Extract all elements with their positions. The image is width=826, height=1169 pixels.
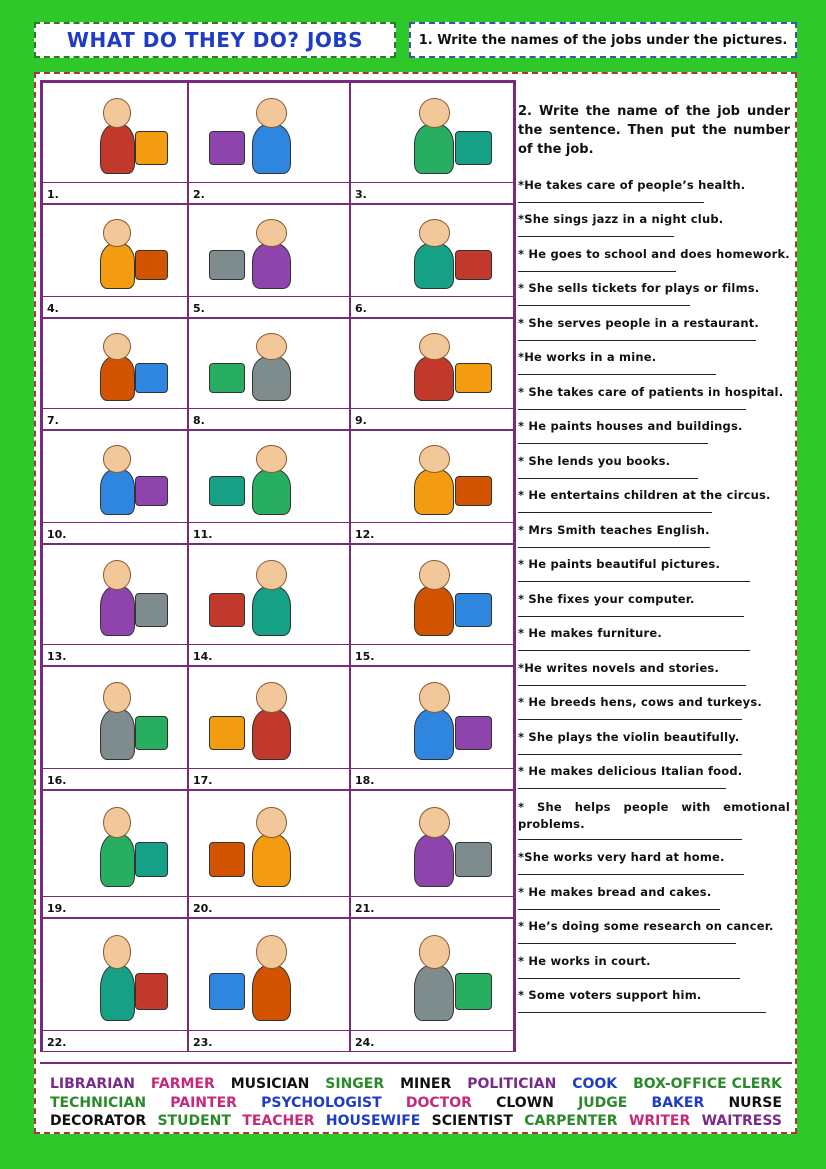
word-bank-word: CLOWN: [496, 1094, 554, 1111]
figure-head: [419, 219, 450, 246]
answer-line: [43, 182, 187, 183]
figure-body: [100, 965, 135, 1021]
picture-cell: [42, 666, 188, 790]
figure-body: [414, 965, 454, 1021]
picture-cell: [188, 204, 350, 318]
sentence-column: [516, 80, 792, 1052]
baker-icon: [197, 925, 341, 1029]
word-bank-word: PSYCHOLOGIST: [261, 1094, 382, 1111]
picture-number: 19.: [47, 902, 67, 915]
picture-cell: [350, 544, 514, 666]
picture-number: 18.: [355, 774, 375, 787]
picture-number: 20.: [193, 902, 213, 915]
figure-body: [414, 834, 454, 887]
picture-cell: [188, 82, 350, 204]
picture-cell: [42, 430, 188, 544]
job-sentence: * She lends you books.: [518, 454, 671, 468]
instruction-2: 2. Write the name of the job under the sentence. Then put the number of the job.: [518, 104, 790, 157]
word-bank-word: STUDENT: [157, 1113, 231, 1129]
figure-prop: [135, 476, 168, 507]
picture-number: 8.: [193, 414, 205, 427]
picture-cell: [42, 318, 188, 430]
carpenter-icon: [359, 89, 505, 181]
picture-number: 12.: [355, 528, 375, 541]
answer-line: [351, 1030, 513, 1031]
artist-icon: [359, 673, 505, 767]
answer-line: [351, 296, 513, 297]
picture-number: 13.: [47, 650, 67, 663]
figure-prop: [209, 131, 246, 164]
picture-cell: [350, 204, 514, 318]
picture-cell: [188, 666, 350, 790]
figure-body: [100, 469, 135, 515]
figure-head: [256, 560, 287, 590]
librarian-icon: [51, 673, 179, 767]
answer-line: [189, 1030, 349, 1031]
job-sentence: * He entertains children at the circus.: [518, 488, 771, 502]
word-bank-word: TECHNICIAN: [50, 1094, 147, 1111]
figure-prop: [209, 842, 246, 877]
job-sentence: *She sings jazz in a night club.: [518, 212, 724, 226]
picture-cell: [350, 430, 514, 544]
figure-prop: [455, 593, 492, 626]
figure-head: [419, 807, 450, 838]
housewife-icon: [197, 325, 341, 407]
figure-prop: [455, 716, 492, 750]
picture-number: 2.: [193, 188, 205, 201]
job-sentence: * She takes care of patients in hospital.: [518, 385, 784, 399]
figure-head: [419, 560, 450, 590]
picture-number: 4.: [47, 302, 59, 315]
word-bank: [40, 1062, 792, 1128]
job-sentence: * She serves people in a restaurant.: [518, 316, 760, 330]
page-title: WHAT DO THEY DO? JOBS: [66, 28, 364, 52]
word-bank-word: DECORATOR: [50, 1113, 147, 1129]
answer-line: [189, 182, 349, 183]
figure-body: [100, 586, 135, 636]
figure-body: [100, 709, 135, 760]
picture-number: 21.: [355, 902, 375, 915]
figure-body: [414, 124, 454, 174]
picture-number: 15.: [355, 650, 375, 663]
figure-head: [103, 935, 131, 968]
picture-number: 24.: [355, 1036, 375, 1049]
answer-line[interactable]: [518, 512, 712, 513]
farmer-icon: [197, 211, 341, 295]
figure-prop: [135, 363, 168, 393]
doctor-icon: [51, 89, 179, 181]
figure-body: [414, 709, 454, 760]
painter-icon: [197, 551, 341, 643]
answer-line[interactable]: [518, 978, 740, 979]
figure-body: [100, 834, 135, 887]
answer-line: [351, 896, 513, 897]
picture-cell: [188, 790, 350, 918]
figure-head: [419, 445, 450, 472]
answer-line[interactable]: [518, 719, 742, 720]
scientist-icon: [359, 437, 505, 521]
figure-prop: [209, 593, 246, 626]
figure-body: [252, 586, 291, 636]
word-bank-word: NURSE: [728, 1094, 782, 1111]
figure-body: [252, 469, 291, 515]
answer-line[interactable]: [518, 478, 698, 479]
figure-prop: [455, 476, 492, 507]
figure-body: [252, 243, 291, 289]
picture-number: 23.: [193, 1036, 213, 1049]
word-bank-word: MUSICIAN: [230, 1076, 310, 1092]
word-bank-word: LIBRARIAN: [50, 1076, 135, 1092]
answer-line[interactable]: [518, 581, 750, 582]
picture-cell: [188, 544, 350, 666]
word-bank-word: POLITICIAN: [467, 1076, 557, 1092]
job-sentence: * She sells tickets for plays or films.: [518, 281, 760, 295]
picture-number: 17.: [193, 774, 213, 787]
musician-icon: [51, 551, 179, 643]
job-sentence: *He writes novels and stories.: [518, 661, 720, 675]
word-bank-word: PAINTER: [170, 1094, 237, 1111]
picture-grid: [40, 80, 516, 1052]
picture-number: 16.: [47, 774, 67, 787]
figure-prop: [135, 131, 168, 164]
picture-cell: [42, 790, 188, 918]
answer-line: [189, 768, 349, 769]
answer-line: [189, 296, 349, 297]
title-box: [34, 22, 396, 58]
answer-line: [43, 1030, 187, 1031]
job-sentence: * He makes delicious Italian food.: [518, 764, 743, 778]
psychologist-icon: [51, 925, 179, 1029]
job-sentence: *He works in a mine.: [518, 350, 657, 364]
figure-head: [256, 682, 287, 712]
answer-line[interactable]: [518, 443, 708, 444]
answer-line: [43, 296, 187, 297]
job-sentence: * He goes to school and does homework.: [518, 247, 790, 261]
cook-icon: [51, 211, 179, 295]
figure-body: [252, 356, 291, 401]
figure-body: [100, 124, 135, 174]
worksheet: [34, 72, 797, 1134]
answer-line[interactable]: [518, 236, 674, 237]
word-bank-row: [50, 1095, 782, 1111]
job-sentence: * She fixes your computer.: [518, 592, 695, 606]
word-bank-word: TEACHER: [242, 1113, 315, 1129]
writer-icon: [359, 797, 505, 895]
word-bank-word: HOUSEWIFE: [325, 1113, 421, 1129]
word-bank-word: MINER: [400, 1076, 452, 1092]
answer-line: [43, 896, 187, 897]
answer-line[interactable]: [518, 374, 716, 375]
job-sentence: * He makes furniture.: [518, 626, 662, 640]
figure-head: [256, 333, 287, 360]
figure-body: [100, 356, 135, 401]
answer-line: [351, 768, 513, 769]
figure-head: [103, 98, 131, 128]
box-office-clerk-icon: [197, 797, 341, 895]
word-bank-word: COOK: [572, 1076, 618, 1092]
picture-number: 1.: [47, 188, 59, 201]
figure-prop: [135, 250, 168, 281]
figure-body: [252, 709, 291, 760]
figure-body: [252, 965, 291, 1021]
figure-body: [414, 243, 454, 289]
waitress-icon: [359, 211, 505, 295]
answer-line: [43, 408, 187, 409]
figure-prop: [209, 250, 246, 281]
answer-line[interactable]: [518, 650, 750, 651]
word-bank-word: BAKER: [651, 1094, 705, 1111]
figure-head: [256, 98, 287, 128]
technician-icon: [51, 797, 179, 895]
figure-prop: [455, 250, 492, 281]
answer-line[interactable]: [518, 409, 746, 410]
figure-prop: [135, 842, 168, 877]
answer-line[interactable]: [518, 271, 676, 272]
singer-icon: [359, 551, 505, 643]
answer-line: [351, 408, 513, 409]
job-sentence: * She helps people with emotional problems.: [518, 800, 790, 831]
answer-line[interactable]: [518, 547, 710, 548]
job-sentence: * He breeds hens, cows and turkeys.: [518, 695, 762, 709]
picture-number: 6.: [355, 302, 367, 315]
instruction-1: 1. Write the names of the jobs under the pictures.: [409, 22, 797, 58]
answer-line[interactable]: [518, 202, 704, 203]
figure-body: [414, 356, 454, 401]
word-bank-word: FARMER: [150, 1076, 215, 1092]
figure-prop: [135, 593, 168, 626]
figure-head: [103, 333, 131, 360]
job-sentence: * Some voters support him.: [518, 988, 702, 1002]
picture-cell: [350, 666, 514, 790]
picture-number: 10.: [47, 528, 67, 541]
politician-icon: [197, 437, 341, 521]
figure-head: [256, 935, 287, 968]
teacher-icon: [51, 437, 179, 521]
figure-prop: [209, 363, 246, 393]
word-bank-word: WRITER: [628, 1113, 691, 1129]
picture-cell: [42, 82, 188, 204]
doctor-child-icon: [359, 325, 505, 407]
figure-head: [419, 333, 450, 360]
figure-prop: [209, 476, 246, 507]
picture-number: 11.: [193, 528, 213, 541]
figure-head: [256, 807, 287, 838]
picture-cell: [350, 918, 514, 1052]
figure-prop: [455, 131, 492, 164]
answer-line: [43, 522, 187, 523]
answer-line[interactable]: [518, 788, 726, 789]
answer-line[interactable]: [518, 1012, 766, 1013]
word-bank-row: [50, 1113, 782, 1129]
figure-head: [103, 560, 131, 590]
job-sentence: * Mrs Smith teaches English.: [518, 523, 710, 537]
answer-line[interactable]: [518, 340, 756, 341]
answer-line[interactable]: [518, 616, 744, 617]
figure-body: [414, 469, 454, 515]
job-sentence: * He paints beautiful pictures.: [518, 557, 721, 571]
answer-line: [351, 182, 513, 183]
job-sentence: * She plays the violin beautifully.: [518, 730, 740, 744]
answer-line[interactable]: [518, 754, 742, 755]
job-sentence: *He takes care of people’s health.: [518, 178, 746, 192]
word-bank-word: JUDGE: [578, 1094, 628, 1111]
picture-cell: [350, 82, 514, 204]
picture-cell: [42, 204, 188, 318]
word-bank-word: DOCTOR: [405, 1094, 472, 1111]
picture-number: 9.: [355, 414, 367, 427]
picture-cell: [188, 430, 350, 544]
figure-head: [256, 219, 287, 246]
clown-icon: [197, 89, 341, 181]
figure-prop: [135, 716, 168, 750]
answer-line: [189, 408, 349, 409]
word-bank-word: WAITRESS: [701, 1113, 782, 1129]
violinist-icon: [359, 925, 505, 1029]
answer-line[interactable]: [518, 874, 744, 875]
word-bank-row: [50, 1076, 782, 1092]
answer-line[interactable]: [518, 685, 746, 686]
figure-body: [252, 834, 291, 887]
figure-prop: [209, 973, 246, 1010]
answer-line[interactable]: [518, 839, 742, 840]
picture-cell: [188, 918, 350, 1052]
figure-head: [419, 682, 450, 712]
picture-number: 3.: [355, 188, 367, 201]
picture-number: 7.: [47, 414, 59, 427]
figure-head: [256, 445, 287, 472]
answer-line: [189, 522, 349, 523]
figure-head: [103, 682, 131, 712]
picture-cell: [350, 790, 514, 918]
picture-cell: [350, 318, 514, 430]
figure-head: [103, 445, 131, 472]
answer-line: [189, 896, 349, 897]
answer-line[interactable]: [518, 943, 736, 944]
word-bank-word: BOX-OFFICE CLERK: [633, 1076, 782, 1092]
answer-line: [351, 522, 513, 523]
figure-body: [100, 243, 135, 289]
figure-head: [103, 807, 131, 838]
figure-head: [103, 219, 131, 246]
figure-prop: [455, 973, 492, 1010]
picture-number: 5.: [193, 302, 205, 315]
figure-head: [419, 935, 450, 968]
job-sentence: *She works very hard at home.: [518, 850, 725, 864]
job-sentence: * He’s doing some research on cancer.: [518, 919, 774, 933]
judge-icon: [51, 325, 179, 407]
answer-line: [43, 644, 187, 645]
miner-icon: [197, 673, 341, 767]
picture-number: 22.: [47, 1036, 67, 1049]
figure-body: [252, 124, 291, 174]
figure-prop: [455, 842, 492, 877]
figure-prop: [135, 973, 168, 1010]
job-sentence: * He paints houses and buildings.: [518, 419, 743, 433]
figure-head: [419, 98, 450, 128]
picture-cell: [42, 918, 188, 1052]
figure-prop: [209, 716, 246, 750]
job-sentence: * He works in court.: [518, 954, 651, 968]
job-sentence: * He makes bread and cakes.: [518, 885, 712, 899]
word-bank-word: SINGER: [325, 1076, 385, 1092]
figure-prop: [455, 363, 492, 393]
answer-line[interactable]: [518, 305, 690, 306]
word-bank-word: CARPENTER: [524, 1113, 618, 1129]
picture-cell: [188, 318, 350, 430]
picture-cell: [42, 544, 188, 666]
picture-number: 14.: [193, 650, 213, 663]
word-bank-word: SCIENTIST: [431, 1113, 513, 1129]
answer-line: [351, 644, 513, 645]
answer-line[interactable]: [518, 909, 720, 910]
figure-body: [414, 586, 454, 636]
answer-line: [43, 768, 187, 769]
answer-line: [189, 644, 349, 645]
